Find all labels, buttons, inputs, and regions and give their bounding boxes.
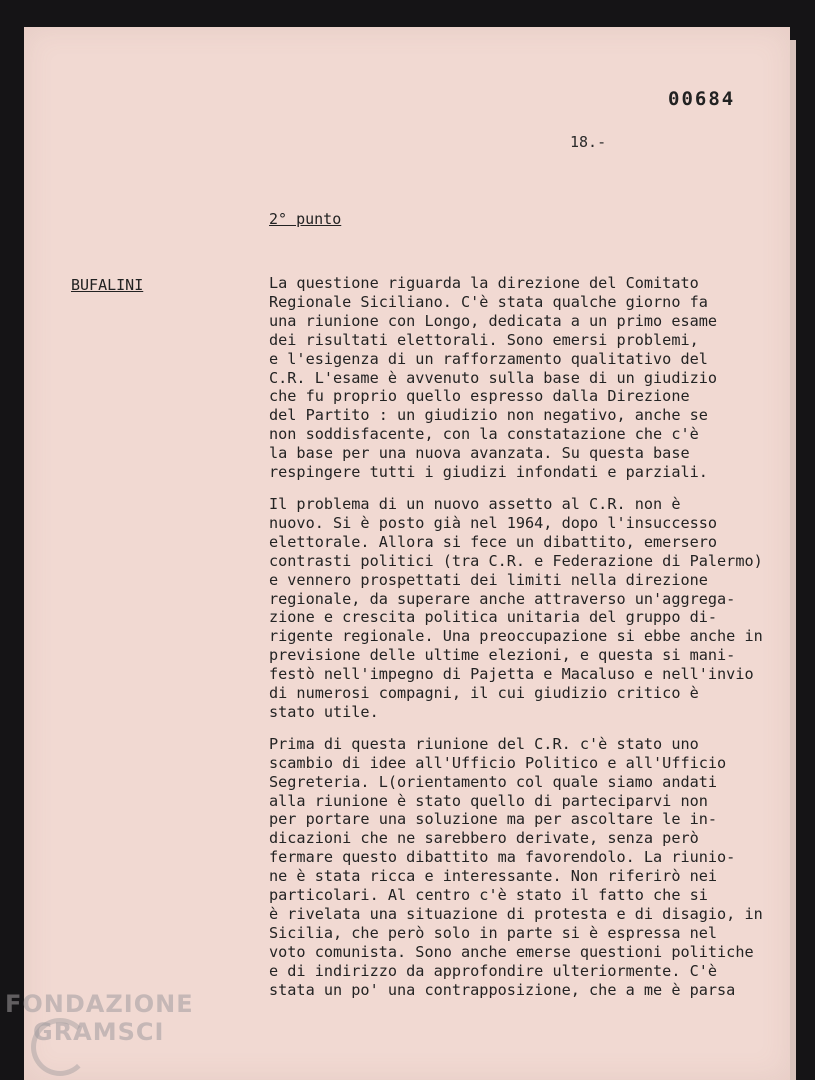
text-line: respingere tutti i giudizi infondati e parziali. bbox=[269, 463, 708, 482]
text-line: ne è stata ricca e interessante. Non riferirò nei bbox=[269, 867, 718, 886]
text-line: voto comunista. Sono anche emerse questioni politiche bbox=[269, 942, 754, 961]
speaker-name: BUFALINI bbox=[71, 276, 144, 294]
page-edge bbox=[790, 40, 796, 1080]
text-line: particolari. Al centro c'è stato il fatto che si bbox=[269, 886, 708, 905]
text-line: stata un po' una contrapposizione, che a me è parsa bbox=[269, 980, 736, 999]
text-line: e l'esigenza di un rafforzamento qualitativo del bbox=[269, 349, 708, 368]
text-line: contrasti politici (tra C.R. e Federazione di Palermo) bbox=[269, 551, 763, 570]
text-line: scambio di idee all'Ufficio Politico e all'Ufficio bbox=[269, 753, 727, 772]
text-line: alla riunione è stato quello di parteciparvi non bbox=[269, 791, 708, 810]
watermark-line-1: FONDAZIONE bbox=[5, 990, 194, 1018]
text-line: elettorale. Allora si fece un dibattito, emersero bbox=[269, 532, 718, 551]
page-number: 18.- bbox=[570, 133, 607, 151]
text-line: fermare questo dibattito ma favorendolo. La riunio- bbox=[269, 848, 736, 867]
paragraph bbox=[269, 274, 789, 482]
text-line: stato utile. bbox=[269, 702, 379, 721]
text-line: Prima di questa riunione del C.R. c'è stato uno bbox=[269, 734, 699, 753]
text-line: una riunione con Longo, dedicata a un primo esame bbox=[269, 311, 718, 330]
text-line: Regionale Siciliano. C'è stata qualche giorno fa bbox=[269, 292, 708, 311]
text-line: non soddisfacente, con la constatazione che c'è bbox=[269, 425, 699, 444]
document-number: 00684 bbox=[668, 88, 736, 110]
watermark-line-2: GRAMSCI bbox=[33, 1018, 165, 1046]
section-title: 2° punto bbox=[269, 210, 342, 228]
text-line: previsione delle ultime elezioni, e questa si mani- bbox=[269, 646, 736, 665]
speech-text bbox=[269, 274, 789, 1013]
text-line: del Partito : un giudizio non negativo, anche se bbox=[269, 406, 708, 425]
text-line: dicazioni che ne sarebbero derivate, senza però bbox=[269, 829, 699, 848]
text-line: la base per una nuova avanzata. Su questa base bbox=[269, 444, 690, 463]
text-line: per portare una soluzione ma per ascoltare le in- bbox=[269, 810, 718, 829]
text-line: La questione riguarda la direzione del Comitato bbox=[269, 274, 699, 292]
text-line: e di indirizzo da approfondire ulteriormente. C'è bbox=[269, 961, 718, 980]
text-line: zione e crescita politica unitaria del gruppo di- bbox=[269, 608, 718, 627]
paragraph bbox=[269, 735, 789, 1000]
text-line: è rivelata una situazione di protesta e di disagio, in bbox=[269, 905, 763, 923]
text-line: rigente regionale. Una preoccupazione si ebbe anche in bbox=[269, 627, 763, 646]
text-line: di numerosi compagni, il cui giudizio critico è bbox=[269, 684, 699, 703]
text-line: regionale, da superare anche attraverso un'aggrega- bbox=[269, 589, 736, 608]
text-line: C.R. L'esame è avvenuto sulla base di un giudizio bbox=[269, 368, 718, 387]
text-line: festò nell'impegno di Pajetta e Macaluso e nell'invio bbox=[269, 665, 754, 684]
text-line: che fu proprio quello espresso dalla Direzione bbox=[269, 387, 690, 406]
text-line: Segreteria. L(orientamento col quale siamo andati bbox=[269, 772, 718, 791]
text-line: nuovo. Si è posto già nel 1964, dopo l'insuccesso bbox=[269, 513, 718, 532]
text-line: e vennero prospettati dei limiti nella direzione bbox=[269, 570, 708, 589]
text-line: dei risultati elettorali. Sono emersi problemi, bbox=[269, 330, 699, 349]
paragraph bbox=[269, 495, 789, 722]
text-line: Il problema di un nuovo assetto al C.R. non è bbox=[269, 494, 681, 513]
text-line: Sicilia, che però solo in parte si è espressa nel bbox=[269, 923, 718, 942]
